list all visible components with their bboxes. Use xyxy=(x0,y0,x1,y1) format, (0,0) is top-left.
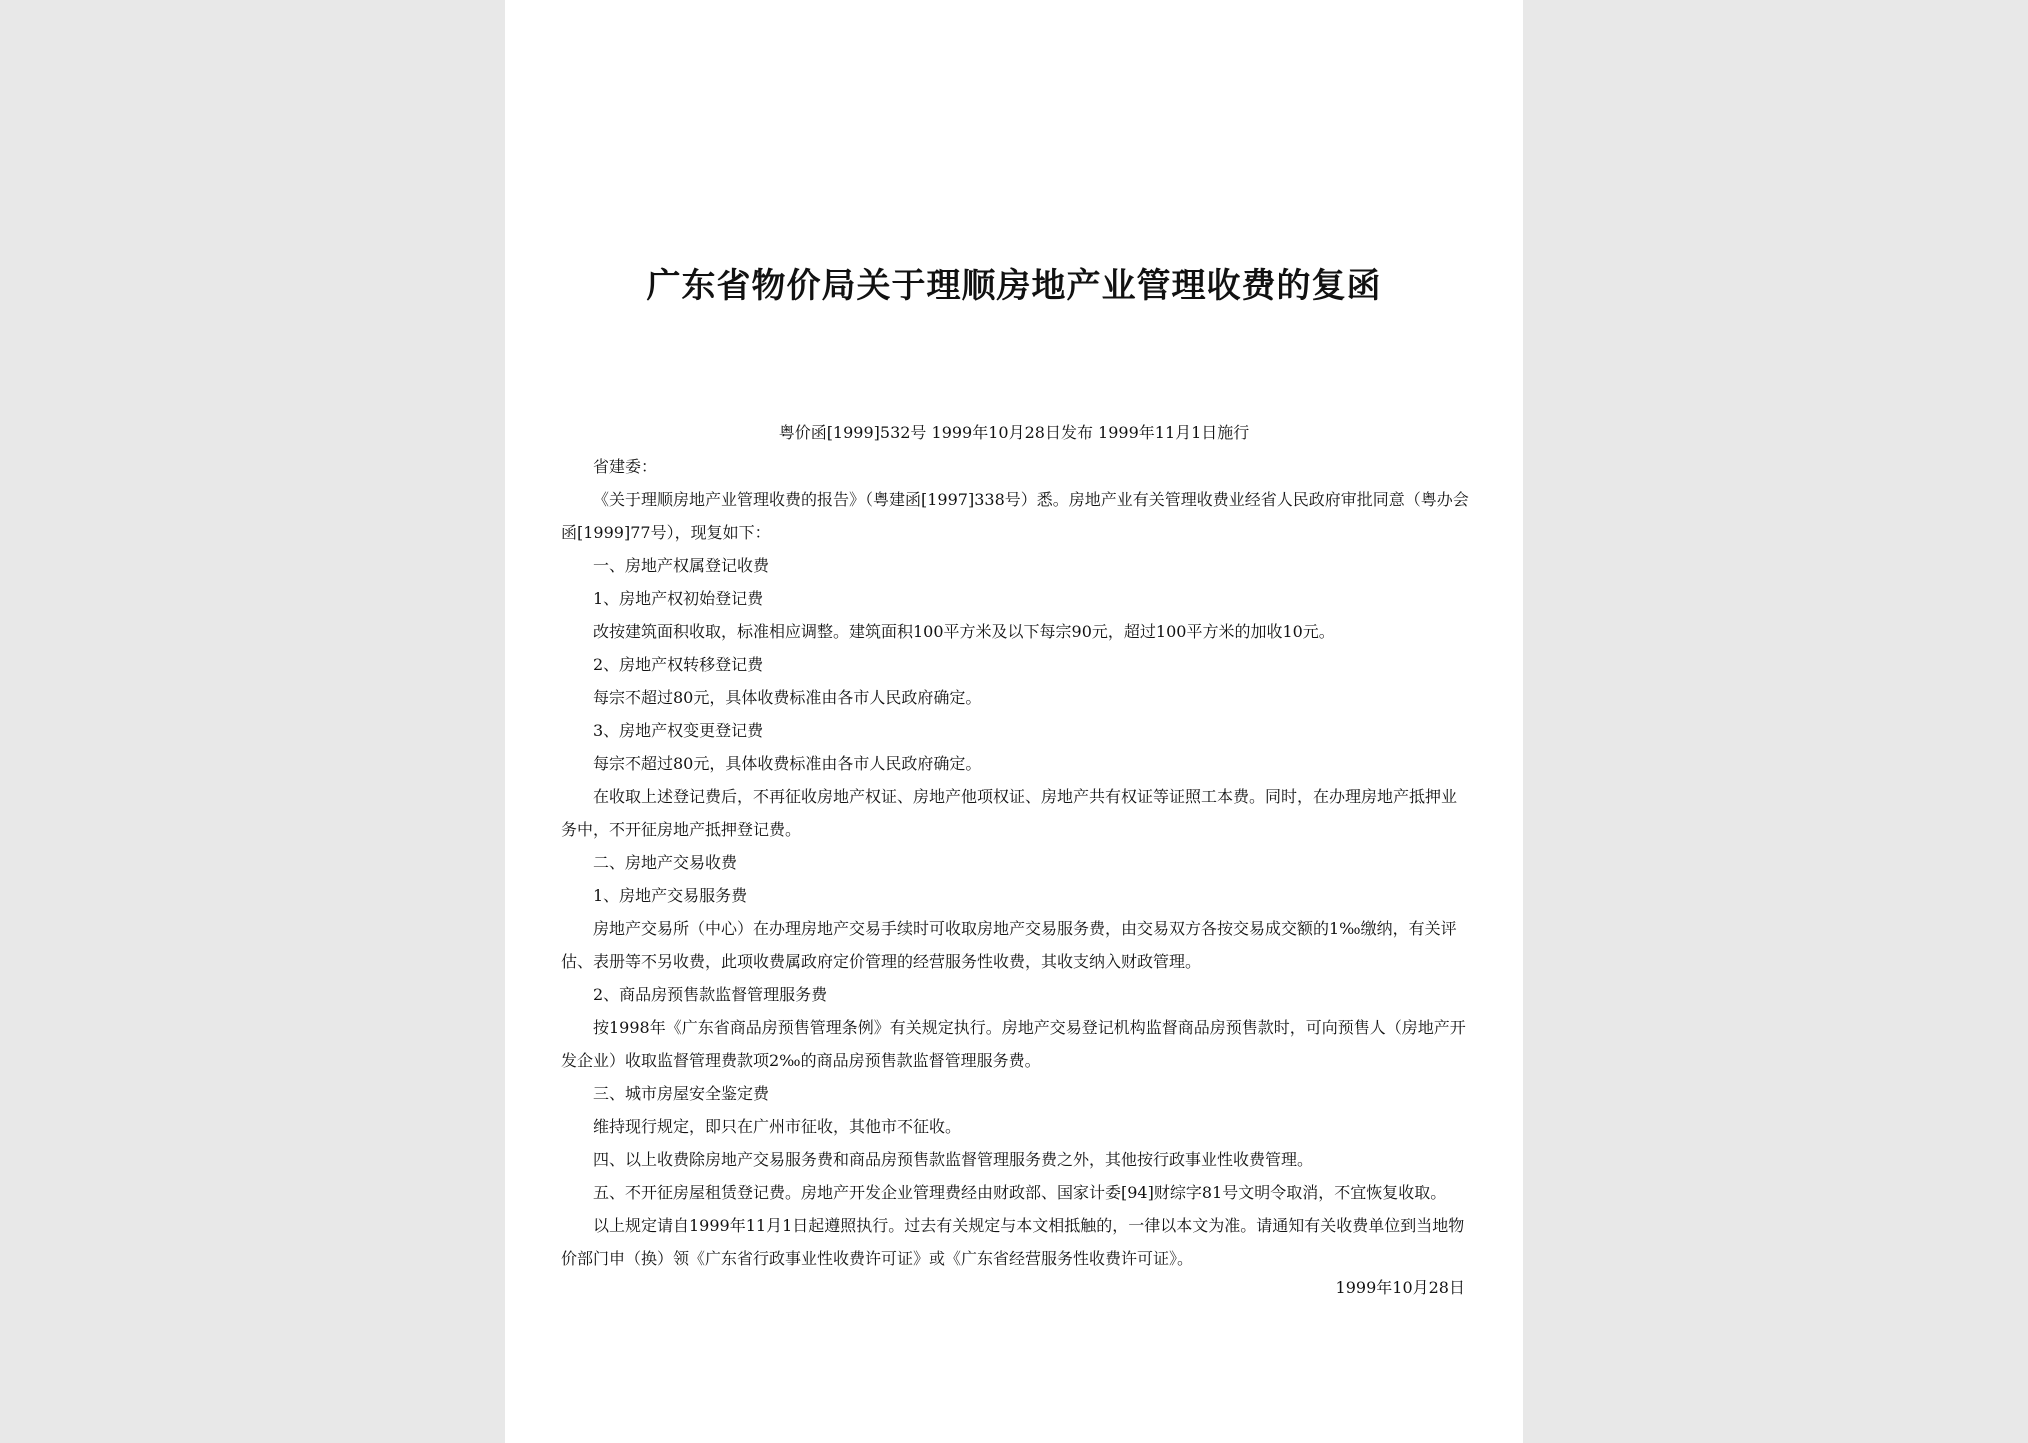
paragraph: 五、不开征房屋租赁登记费。房地产开发企业管理费经由财政部、国家计委[94]财综字81号文明令取消，不宜恢复收取。 xyxy=(593,1183,1447,1202)
paragraph: 1、房地产权初始登记费 xyxy=(593,589,764,608)
paragraph: 二、房地产交易收费 xyxy=(593,853,738,872)
paragraph: 2、商品房预售款监督管理服务费 xyxy=(593,985,828,1004)
document-page xyxy=(505,0,1523,1443)
paragraph: 一、房地产权属登记收费 xyxy=(593,556,770,575)
paragraph: 每宗不超过80元，具体收费标准由各市人民政府确定。 xyxy=(593,688,982,707)
paragraph: 改按建筑面积收取，标准相应调整。建筑面积100平方米及以下每宗90元，超过100平方米的加收10元。 xyxy=(593,622,1335,641)
paragraph: 每宗不超过80元，具体收费标准由各市人民政府确定。 xyxy=(593,754,982,773)
document-title: 广东省物价局关于理顺房地产业管理收费的复函 xyxy=(646,266,1382,306)
paragraph: 四、以上收费除房地产交易服务费和商品房预售款监督管理服务费之外，其他按行政事业性收费管理。 xyxy=(593,1150,1314,1169)
paragraph: 三、城市房屋安全鉴定费 xyxy=(593,1084,770,1103)
document-meta: 粤价函[1999]532号 1999年10月28日发布 1999年11月1日施行 xyxy=(778,423,1250,442)
paragraph: 《关于理顺房地产业管理收费的报告》（粤建函[1997]338号）悉。房地产业有关管理收费业经省人民政府审批同意（粤办会函[1999]77号），现复如下： xyxy=(561,490,1469,542)
document-date: 1999年10月28日 xyxy=(1335,1278,1465,1297)
paragraph: 省建委： xyxy=(593,457,658,476)
paragraph: 以上规定请自1999年11月1日起遵照执行。过去有关规定与本文相抵触的，一律以本文为准。请通知有关收费单位到当地物价部门申（换）领《广东省行政事业性收费许可证》或《广东省经营服务性收费许可证》。 xyxy=(561,1216,1465,1268)
paragraph: 2、房地产权转移登记费 xyxy=(593,655,764,674)
paragraph: 按1998年《广东省商品房预售管理条例》有关规定执行。房地产交易登记机构监督商品房预售款时，可向预售人（房地产开发企业）收取监督管理费款项2‰的商品房预售款监督管理服务费。 xyxy=(561,1018,1466,1070)
paragraph: 3、房地产权变更登记费 xyxy=(593,721,764,740)
paragraph: 在收取上述登记费后，不再征收房地产权证、房地产他项权证、房地产共有权证等证照工本费。同时，在办理房地产抵押业务中，不开征房地产抵押登记费。 xyxy=(561,787,1458,839)
paragraph: 房地产交易所（中心）在办理房地产交易手续时可收取房地产交易服务费，由交易双方各按交易成交额的1‰缴纳，有关评估、表册等不另收费，此项收费属政府定价管理的经营服务性收费，其收支纳入财政管理。 xyxy=(561,919,1457,971)
paragraph: 1、房地产交易服务费 xyxy=(593,886,748,905)
paragraph: 维持现行规定，即只在广州市征收，其他市不征收。 xyxy=(593,1117,962,1136)
document-body xyxy=(561,450,1471,1275)
